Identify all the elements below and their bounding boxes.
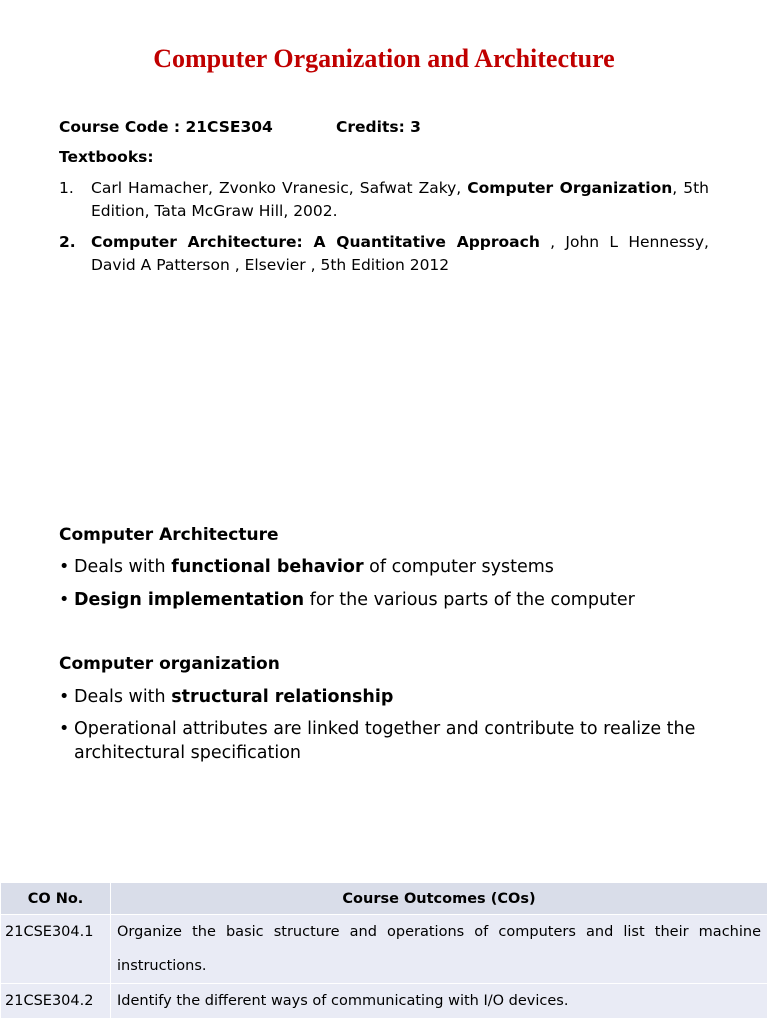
co-number-cell: 21CSE304.2 xyxy=(1,984,111,1019)
architecture-heading: Computer Architecture xyxy=(59,525,279,545)
course-credits: Credits: 3 xyxy=(336,118,421,136)
textbook-item xyxy=(59,231,709,277)
textbook-publisher: , 5th Edition, Tata McGraw Hill, 2002. xyxy=(91,179,709,220)
textbook-publisher: , John L Hennessy, David A Patterson , Elsevier , 5th Edition 2012 xyxy=(91,233,709,274)
bullet-text-plain: Deals with xyxy=(74,687,172,707)
textbook-item xyxy=(59,177,709,223)
bullet-text xyxy=(74,685,709,709)
column-header-course-outcomes: Course Outcomes (COs) xyxy=(111,883,768,915)
bullet-text xyxy=(74,588,709,612)
course-outcomes-table xyxy=(0,882,768,1019)
table-row xyxy=(1,915,768,984)
textbook-authors: Carl Hamacher, Zvonko Vranesic, Safwat Zaky, xyxy=(91,179,468,197)
column-header-co-no: CO No. xyxy=(1,883,111,915)
bullet-glyph: • xyxy=(59,557,70,577)
organization-bullet xyxy=(59,717,709,765)
table-row xyxy=(1,984,768,1019)
textbook-title: Computer Architecture: A Quantitative Approach xyxy=(91,233,540,251)
page-title: Computer Organization and Architecture xyxy=(153,44,615,73)
bullet-glyph: • xyxy=(59,719,70,739)
textbook-number: 2. xyxy=(59,233,76,251)
co-description-cell: Organize the basic structure and operations of computers and list their machine instructions. xyxy=(111,915,768,984)
co-description-cell: Identify the different ways of communicating with I/O devices. xyxy=(111,984,768,1019)
bullet-glyph: • xyxy=(59,687,70,707)
course-info xyxy=(59,118,421,136)
bullet-text xyxy=(74,555,709,579)
bullet-text-plain: Deals with xyxy=(74,557,172,577)
textbook-title: Computer Organization xyxy=(467,179,673,197)
textbook-number: 1. xyxy=(59,179,74,197)
table-header-row xyxy=(1,883,768,915)
bullet-text-bold: Design implementation xyxy=(74,590,305,610)
bullet-text-bold: structural relationship xyxy=(171,687,394,707)
organization-heading: Computer organization xyxy=(59,654,280,674)
bullet-text-plain: for the various parts of the computer xyxy=(304,590,635,610)
architecture-bullet xyxy=(59,588,709,612)
bullet-text-plain: of computer systems xyxy=(363,557,554,577)
course-code: Course Code : 21CSE304 xyxy=(59,118,273,136)
co-number-cell: 21CSE304.1 xyxy=(1,915,111,984)
bullet-glyph: • xyxy=(59,590,70,610)
organization-bullet xyxy=(59,685,709,709)
architecture-bullet xyxy=(59,555,709,579)
textbook-citation xyxy=(91,231,709,277)
bullet-text-bold: functional behavior xyxy=(171,557,364,577)
textbook-citation xyxy=(91,177,709,223)
textbooks-label: Textbooks: xyxy=(59,148,154,166)
bullet-text-plain: Operational attributes are linked together and contribute to realize the architectural specification xyxy=(74,719,696,763)
bullet-text xyxy=(74,717,709,765)
